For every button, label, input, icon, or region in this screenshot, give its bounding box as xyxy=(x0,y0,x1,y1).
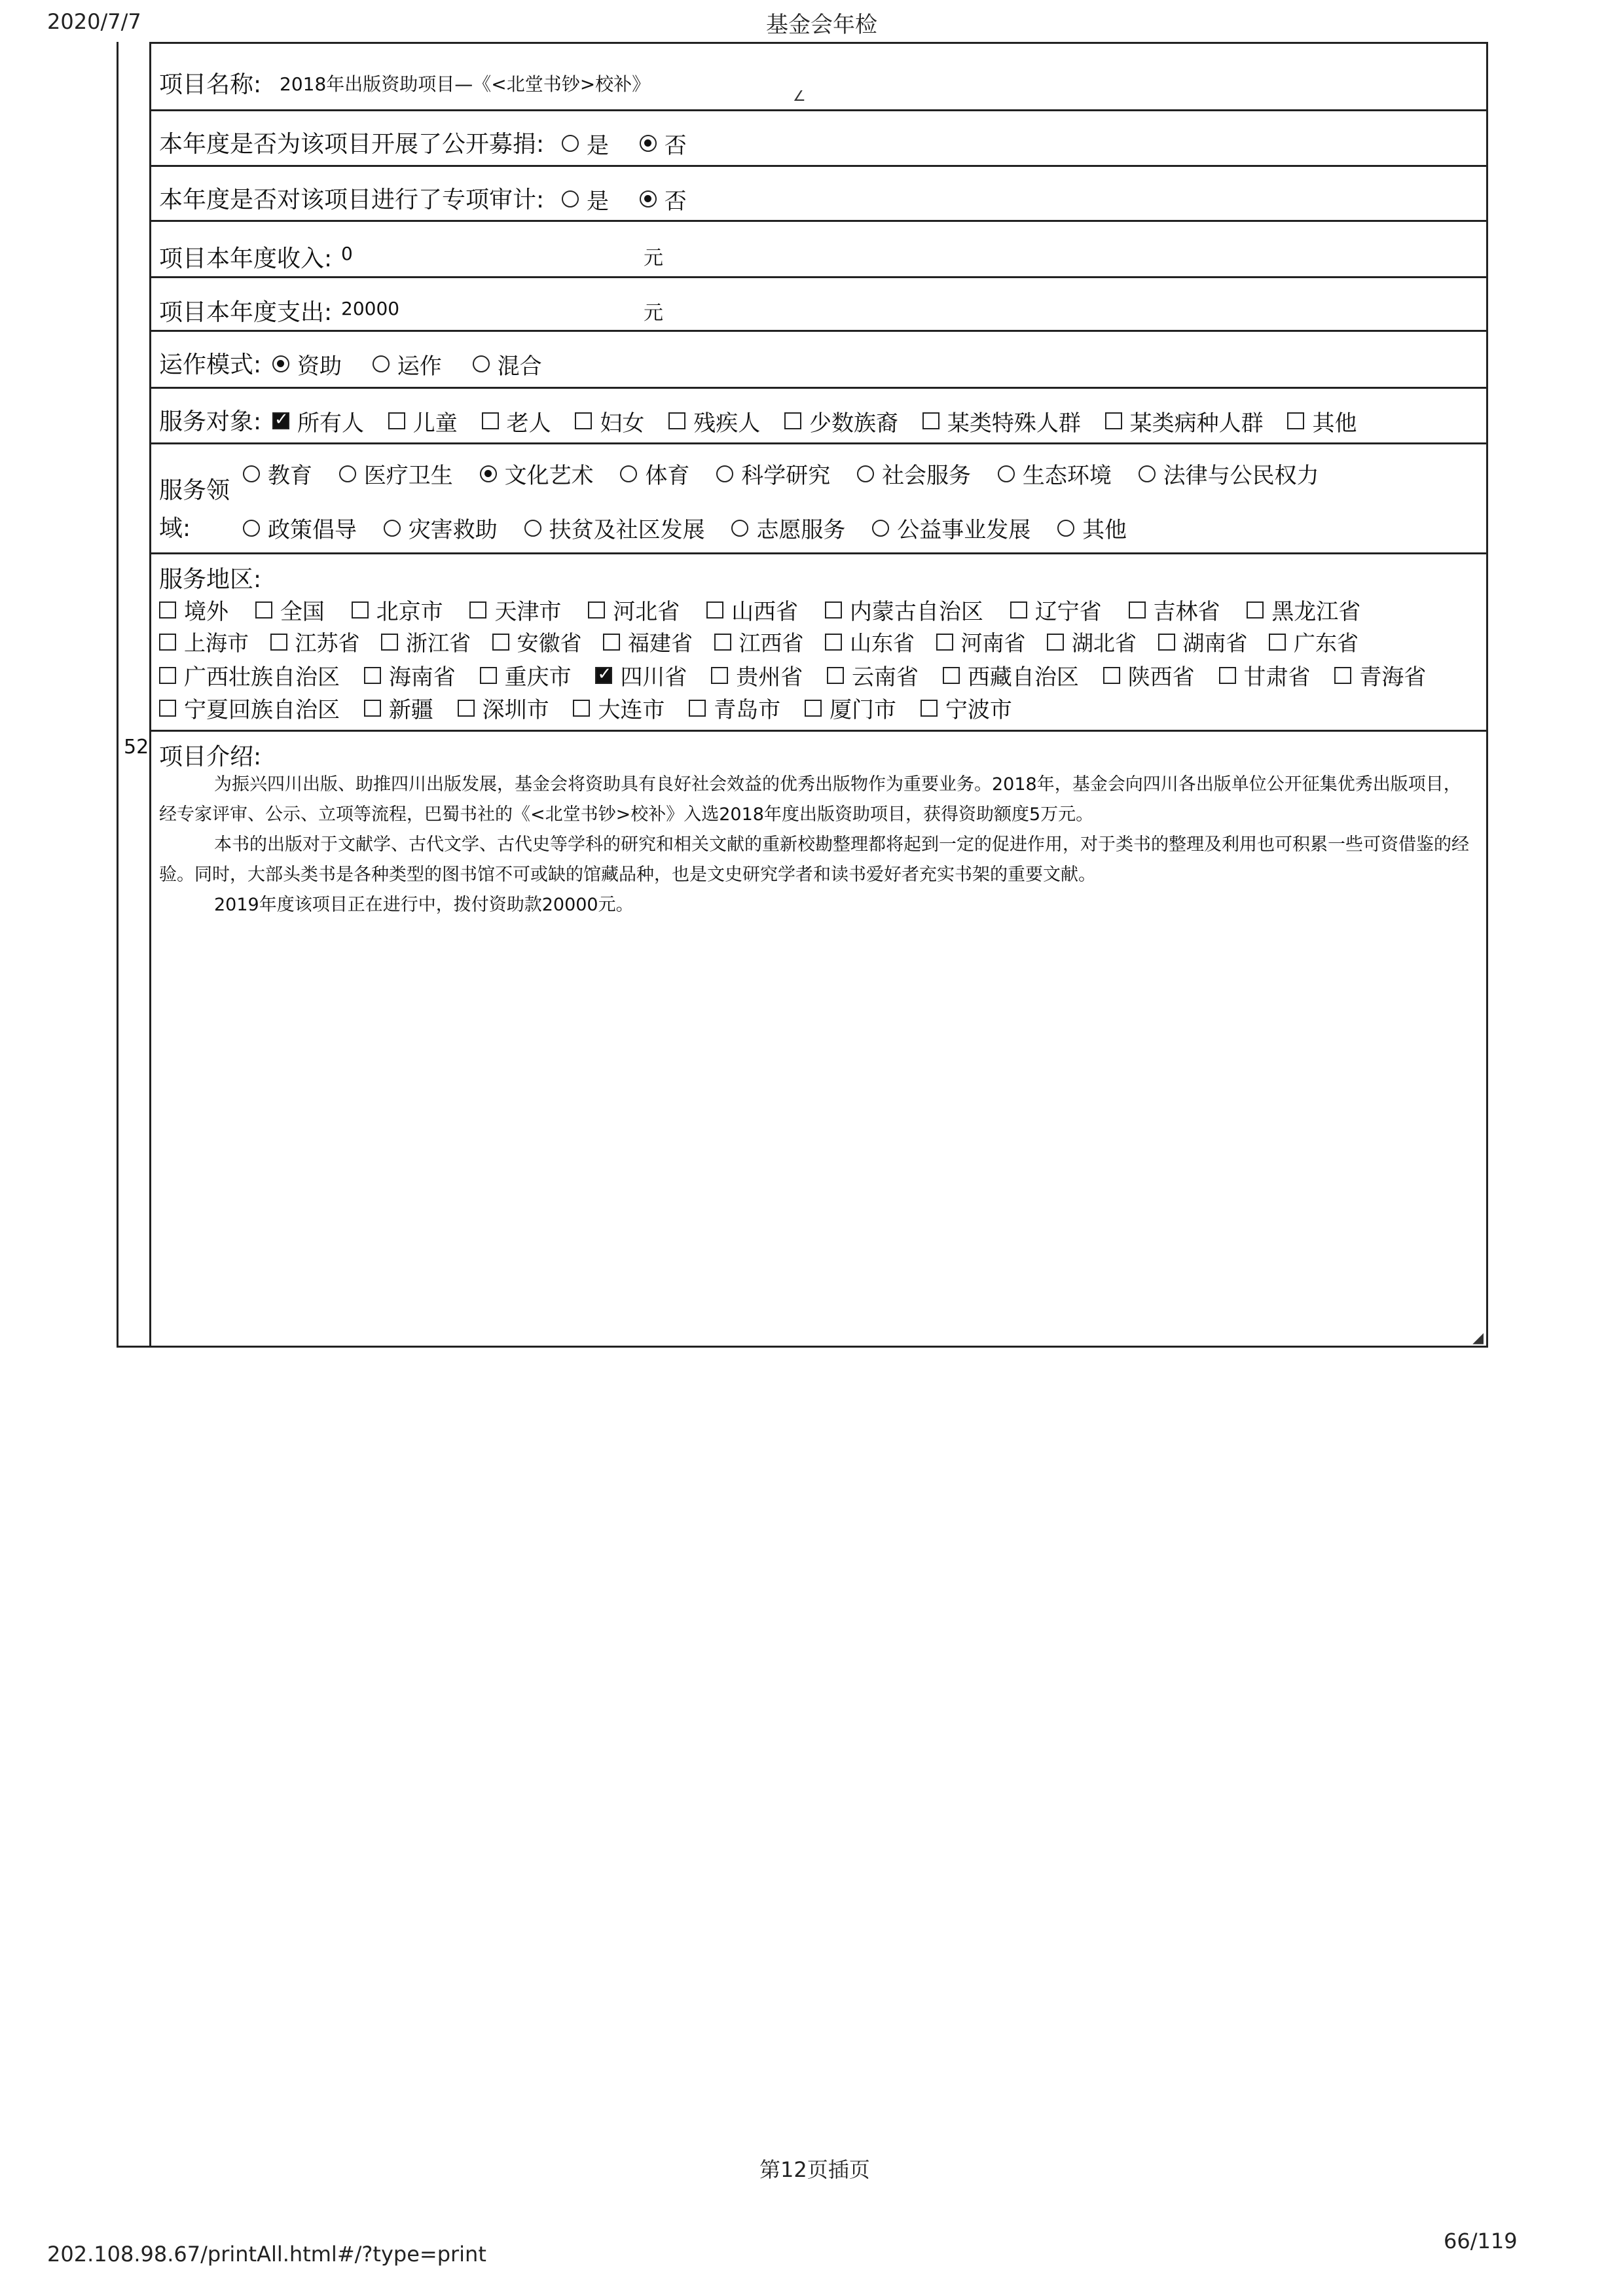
field-option[interactable]: 法律与公民权力 xyxy=(1139,457,1319,490)
radio-selected-icon xyxy=(640,190,657,207)
checkbox-icon xyxy=(270,634,287,651)
radio-icon xyxy=(1139,465,1156,482)
checkbox-icon xyxy=(936,634,953,651)
project-table xyxy=(149,42,1488,1348)
service-target-label: 服务对象: xyxy=(159,408,262,435)
checkbox-icon xyxy=(573,700,590,717)
income-value: 0 xyxy=(341,243,353,264)
region-option[interactable]: 全国 xyxy=(255,594,325,626)
row-service-region xyxy=(151,554,1486,732)
page-header-title: 基金会年检 xyxy=(766,12,877,38)
income-unit: 元 xyxy=(644,247,663,270)
field-option[interactable]: 灾害救助 xyxy=(384,512,498,544)
checkbox-icon xyxy=(825,634,842,651)
checkbox-icon xyxy=(603,634,620,651)
row-operation-mode xyxy=(151,332,1486,389)
region-option[interactable]: 重庆市 xyxy=(480,659,572,691)
region-option[interactable]: 湖南省 xyxy=(1158,626,1248,657)
region-option[interactable]: 云南省 xyxy=(827,659,919,691)
target-option[interactable]: 残疾人 xyxy=(668,405,760,437)
region-option[interactable]: 天津市 xyxy=(469,594,561,626)
radio-icon xyxy=(243,520,260,537)
field-option[interactable]: 其他 xyxy=(1057,512,1127,544)
print-date: 2020/7/7 xyxy=(47,9,141,34)
checkbox-icon xyxy=(388,412,405,429)
checkbox-icon xyxy=(480,667,497,684)
region-option[interactable]: 宁夏回族自治区 xyxy=(159,692,340,724)
intro-paragraph: 2019年度该项目正在进行中，拨付资助款20000元。 xyxy=(214,895,634,915)
row-service-target xyxy=(151,389,1486,444)
radio-icon xyxy=(998,465,1015,482)
checkbox-icon xyxy=(159,667,176,684)
radio-icon xyxy=(562,135,579,152)
operation-option-operate[interactable]: 运作 xyxy=(373,348,442,380)
target-option[interactable]: 某类特殊人群 xyxy=(922,405,1081,437)
project-intro-label: 项目介绍: xyxy=(159,744,262,770)
radio-icon xyxy=(243,465,260,482)
checkbox-icon xyxy=(482,412,499,429)
region-option[interactable]: 西藏自治区 xyxy=(943,659,1079,691)
resize-handle-icon: ∠ xyxy=(793,88,806,105)
checkbox-icon xyxy=(714,634,731,651)
checkbox-icon xyxy=(588,601,605,619)
row-public-fundraising xyxy=(151,111,1486,167)
region-option[interactable]: 内蒙古自治区 xyxy=(825,594,983,626)
intro-paragraph: 为振兴四川出版、助推四川出版发展，基金会将资助具有良好社会效益的优秀出版物作为重要业务。2018年，基金会向四川各出版单位公开征集优秀出版项目，经专家评审、公示、立项等流程，巴蜀书社的《<北堂书钞>校补》入选2018年度出版资助项目，获得资助额度5万元。 xyxy=(159,774,1461,825)
radio-selected-icon xyxy=(640,135,657,152)
checkbox-icon xyxy=(689,700,706,717)
region-option[interactable]: 河南省 xyxy=(936,626,1026,657)
checkbox-icon xyxy=(1010,601,1027,619)
row-expense xyxy=(151,278,1486,332)
region-option[interactable]: 广东省 xyxy=(1269,626,1359,657)
radio-icon xyxy=(339,465,356,482)
row-project-intro xyxy=(151,732,1486,1348)
region-option[interactable]: 河北省 xyxy=(588,594,680,626)
region-option[interactable]: 境外 xyxy=(159,594,228,626)
service-field-label-2: 域: xyxy=(159,515,191,542)
region-option[interactable]: 海南省 xyxy=(364,659,456,691)
region-option[interactable]: 黑龙江省 xyxy=(1247,594,1360,626)
radio-icon xyxy=(872,520,889,537)
region-option[interactable]: 江苏省 xyxy=(270,626,360,657)
field-option[interactable]: 文化艺术 xyxy=(480,457,594,490)
checkbox-icon xyxy=(706,601,723,619)
checkbox-icon xyxy=(825,601,842,619)
side-number: 52 xyxy=(124,736,149,759)
radio-icon xyxy=(1057,520,1074,537)
radio-icon xyxy=(524,520,541,537)
checkbox-icon xyxy=(159,700,176,717)
service-region-label: 服务地区: xyxy=(159,566,262,593)
field-option[interactable]: 志愿服务 xyxy=(731,512,845,544)
field-option[interactable]: 生态环境 xyxy=(998,457,1112,490)
target-option[interactable]: 少数族裔 xyxy=(784,405,898,437)
region-row xyxy=(159,692,1012,724)
region-option[interactable]: 青海省 xyxy=(1334,659,1426,691)
checkbox-icon xyxy=(1334,667,1351,684)
expense-value: 20000 xyxy=(341,298,400,319)
project-name-value: 2018年出版资助项目—《<北堂书钞>校补》 xyxy=(280,73,651,95)
field-option[interactable]: 扶贫及社区发展 xyxy=(524,512,705,544)
radio-selected-icon xyxy=(480,465,497,482)
region-option[interactable]: 厦门市 xyxy=(805,692,896,724)
region-option[interactable]: 宁波市 xyxy=(921,692,1012,724)
service-field-label-1: 服务领 xyxy=(159,477,230,504)
row-income xyxy=(151,222,1486,278)
public-fundraising-yes[interactable]: 是 xyxy=(562,128,609,160)
checkbox-icon xyxy=(1047,634,1064,651)
region-option[interactable]: 陕西省 xyxy=(1103,659,1195,691)
region-option[interactable]: 青岛市 xyxy=(689,692,780,724)
checkbox-icon xyxy=(458,700,475,717)
region-option[interactable]: 山西省 xyxy=(706,594,798,626)
checkbox-icon xyxy=(943,667,960,684)
income-label: 项目本年度收入: xyxy=(159,245,333,272)
radio-icon xyxy=(857,465,874,482)
checkbox-icon xyxy=(1247,601,1264,619)
radio-icon xyxy=(373,355,390,372)
region-option[interactable]: 广西壮族自治区 xyxy=(159,659,340,691)
region-option[interactable]: 贵州省 xyxy=(711,659,803,691)
region-row xyxy=(159,626,1359,657)
field-option[interactable]: 医疗卫生 xyxy=(339,457,453,490)
row-service-field xyxy=(151,444,1486,554)
project-intro-text xyxy=(159,770,1473,920)
checkbox-icon xyxy=(364,667,381,684)
region-option[interactable]: 山东省 xyxy=(825,626,915,657)
special-audit-no[interactable]: 否 xyxy=(640,183,687,215)
checkbox-icon xyxy=(922,412,939,429)
checkbox-icon xyxy=(492,634,509,651)
radio-selected-icon xyxy=(272,355,289,372)
radio-icon xyxy=(731,520,748,537)
checkbox-icon xyxy=(827,667,844,684)
page-footer-label: 第12页插页 xyxy=(759,2157,870,2182)
footer-url: 202.108.98.67/printAll.html#/?type=print xyxy=(47,2242,486,2267)
expense-label: 项目本年度支出: xyxy=(159,299,333,326)
region-option[interactable]: 福建省 xyxy=(603,626,693,657)
region-option[interactable]: ✓ 四川省 xyxy=(595,659,687,691)
radio-icon xyxy=(716,465,733,482)
checkbox-icon xyxy=(805,700,822,717)
region-option[interactable]: 吉林省 xyxy=(1129,594,1220,626)
field-option[interactable]: 教育 xyxy=(243,457,312,490)
target-option[interactable]: 某类病种人群 xyxy=(1105,405,1264,437)
radio-icon xyxy=(384,520,401,537)
resize-handle-icon[interactable]: ◢ xyxy=(1472,1330,1484,1346)
radio-icon xyxy=(562,190,579,207)
footer-page-count: 66/119 xyxy=(1444,2229,1518,2253)
operation-option-fund[interactable]: 资助 xyxy=(272,348,342,380)
field-option[interactable]: 科学研究 xyxy=(716,457,830,490)
operation-label: 运作模式: xyxy=(159,351,262,378)
region-option[interactable]: 江西省 xyxy=(714,626,804,657)
region-row xyxy=(159,594,1360,626)
checkbox-checked-icon xyxy=(272,412,289,429)
region-row xyxy=(159,659,1426,691)
checkbox-icon xyxy=(784,412,801,429)
checkbox-icon xyxy=(575,412,592,429)
checkbox-icon xyxy=(381,634,398,651)
region-option[interactable]: 湖北省 xyxy=(1047,626,1137,657)
field-option[interactable]: 体育 xyxy=(620,457,689,490)
checkbox-icon xyxy=(1105,412,1122,429)
checkbox-icon xyxy=(364,700,381,717)
target-option[interactable]: 妇女 xyxy=(575,405,644,437)
project-form xyxy=(117,42,1488,1348)
checkbox-checked-icon xyxy=(595,667,612,684)
public-fundraising-label: 本年度是否为该项目开展了公开募捐: xyxy=(159,131,545,158)
checkbox-icon xyxy=(668,412,685,429)
project-name-label: 项目名称: xyxy=(159,71,262,98)
row-project-name xyxy=(151,44,1486,111)
expense-unit: 元 xyxy=(644,302,663,325)
target-option[interactable]: 其他 xyxy=(1287,405,1357,437)
region-option[interactable]: 浙江省 xyxy=(381,626,471,657)
region-option[interactable]: 深圳市 xyxy=(458,692,549,724)
region-option[interactable]: 新疆 xyxy=(364,692,433,724)
region-option[interactable]: 北京市 xyxy=(352,594,443,626)
target-option[interactable]: 儿童 xyxy=(388,405,458,437)
target-option[interactable]: ✓ 所有人 xyxy=(272,405,364,437)
region-option[interactable]: 辽宁省 xyxy=(1010,594,1102,626)
checkbox-icon xyxy=(159,601,176,619)
region-option[interactable]: 安徽省 xyxy=(492,626,582,657)
checkbox-icon xyxy=(352,601,369,619)
checkbox-icon xyxy=(1103,667,1120,684)
region-option[interactable]: 甘肃省 xyxy=(1219,659,1311,691)
special-audit-label: 本年度是否对该项目进行了专项审计: xyxy=(159,187,545,213)
checkbox-icon xyxy=(159,634,176,651)
checkbox-icon xyxy=(255,601,272,619)
checkbox-icon xyxy=(1158,634,1175,651)
checkbox-icon xyxy=(1287,412,1304,429)
region-option[interactable]: 上海市 xyxy=(159,626,249,657)
checkbox-icon xyxy=(469,601,486,619)
field-option[interactable]: 社会服务 xyxy=(857,457,971,490)
field-option[interactable]: 政策倡导 xyxy=(243,512,357,544)
checkbox-icon xyxy=(1269,634,1286,651)
checkbox-icon xyxy=(711,667,728,684)
checkbox-icon xyxy=(1129,601,1146,619)
form-left-margin xyxy=(117,42,149,1348)
public-fundraising-no[interactable]: 否 xyxy=(640,128,687,160)
checkbox-icon xyxy=(921,700,938,717)
intro-paragraph: 本书的出版对于文献学、古代文学、古代史等学科的研究和相关文献的重新校勘整理都将起到一定的促进作用，对于类书的整理及利用也可积累一些可资借鉴的经验。同时，大部头类书是各种类型的图书馆不可或缺的馆藏品种，也是文史研究学者和读书爱好者充实书架的重要文献。 xyxy=(159,834,1469,885)
field-option[interactable]: 公益事业发展 xyxy=(872,512,1030,544)
region-option[interactable]: 大连市 xyxy=(573,692,665,724)
target-option[interactable]: 老人 xyxy=(482,405,551,437)
radio-icon xyxy=(473,355,490,372)
operation-option-mixed[interactable]: 混合 xyxy=(473,348,542,380)
row-special-audit xyxy=(151,167,1486,222)
radio-icon xyxy=(620,465,637,482)
checkbox-icon xyxy=(1219,667,1236,684)
special-audit-yes[interactable]: 是 xyxy=(562,183,609,215)
